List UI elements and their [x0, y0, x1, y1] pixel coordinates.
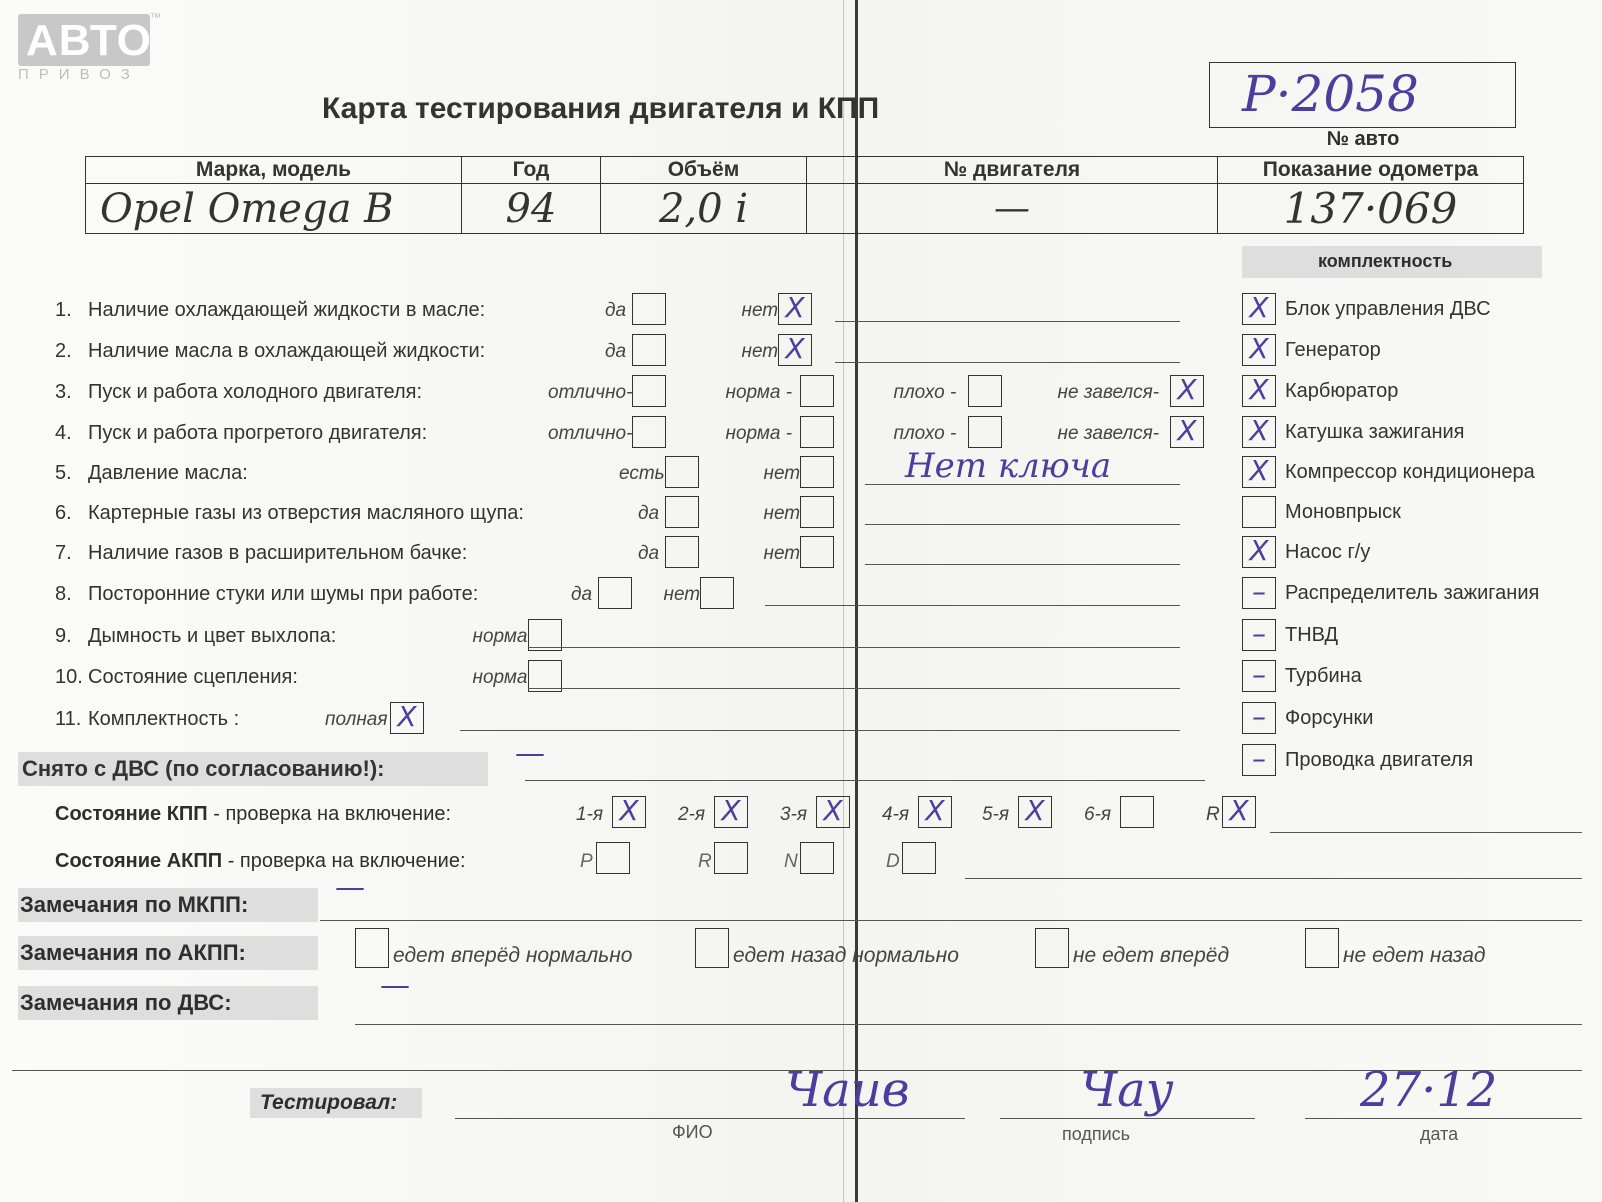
kpp-gear-label: 6-я [1084, 804, 1112, 825]
kit-checkbox-mark: X [1249, 373, 1269, 406]
item-option-label: норма - [725, 382, 793, 403]
item-answer-line [765, 605, 1180, 606]
kpp-gear-checkbox-mark: X [925, 794, 945, 827]
item-option-checkbox[interactable] [800, 536, 834, 568]
item-option-checkbox[interactable] [1170, 416, 1204, 448]
item-option-checkbox[interactable] [968, 375, 1002, 407]
item-option-checkbox[interactable] [665, 496, 699, 528]
kpp-gear-checkbox[interactable] [612, 796, 646, 828]
logo-text: АВТО [26, 16, 152, 65]
kit-checkbox-mark: X [1249, 332, 1269, 365]
kit-item-label: Форсунки [1285, 707, 1374, 729]
item-option-label: да [638, 543, 660, 564]
kpp-gear-label: 3-я [780, 804, 808, 825]
logo-sub: ПРИВОЗ [18, 66, 140, 83]
removed-line [525, 780, 1205, 781]
kpp-gear-checkbox-mark: X [721, 794, 741, 827]
item-option-checkbox[interactable] [800, 456, 834, 488]
kit-checkbox[interactable] [1242, 660, 1276, 692]
kpp-gear-checkbox-mark: X [1229, 794, 1249, 827]
kit-item-label: ТНВД [1285, 624, 1339, 646]
kpp-gear-checkbox[interactable] [816, 796, 850, 828]
kpp-gear-checkbox-mark: X [823, 794, 843, 827]
item-option-checkbox[interactable] [598, 577, 632, 609]
item-option-checkbox[interactable] [665, 456, 699, 488]
item-text: Пуск и работа прогретого двигателя: [88, 422, 428, 444]
item-option-label: нет [763, 463, 801, 484]
item-number: 7. [55, 542, 72, 564]
item-number: 8. [55, 583, 72, 605]
fio-line [455, 1118, 965, 1119]
item-option-label: не завелся- [1057, 423, 1160, 444]
item-text: Пуск и работа холодного двигателя: [88, 381, 423, 403]
akpp-remark-label: едет вперёд нормально [393, 944, 633, 967]
kit-checkbox-mark: X [1249, 534, 1269, 567]
header-row-values [86, 184, 1524, 234]
akpp-label [55, 850, 466, 873]
akpp-gear-checkbox[interactable] [714, 842, 748, 874]
item-text: Картерные газы из отверстия масляного щупа: [88, 502, 524, 524]
kit-checkbox[interactable] [1242, 702, 1276, 734]
kpp-gear-label: R [1206, 804, 1220, 825]
value-year: 94 [505, 185, 557, 232]
item-answer-line [865, 484, 1180, 485]
item-option-checkbox[interactable] [778, 334, 812, 366]
item-option-label: да [571, 584, 593, 605]
item-option-label: нет [763, 503, 801, 524]
avto-logo [18, 14, 150, 66]
item-number: 1. [55, 299, 72, 321]
item-text: Состояние сцепления: [88, 666, 298, 688]
value-odometer: 137·069 [1283, 184, 1458, 233]
item-number: 2. [55, 340, 72, 362]
kit-checkbox-mark: X [1249, 454, 1269, 487]
kit-item-label: Распределитель зажигания [1285, 582, 1540, 604]
kit-item-label: Блок управления ДВС [1285, 298, 1491, 320]
removed-label: Снято с ДВС (по согласованию!): [22, 756, 385, 781]
remarks-dvs-value: — [380, 968, 410, 1003]
kit-checkbox[interactable] [1242, 496, 1276, 528]
page-title: Карта тестирования двигателя и КПП [322, 92, 880, 125]
item-option-checkbox-mark: X [785, 291, 805, 324]
oil-pressure-note: Нет ключа [905, 446, 1112, 486]
akpp-remark-checkbox[interactable] [695, 928, 729, 968]
akpp-gear-checkbox[interactable] [800, 842, 834, 874]
item-option-checkbox[interactable] [632, 375, 666, 407]
kit-checkbox[interactable] [1242, 744, 1276, 776]
kit-checkbox-mark: – [1252, 658, 1266, 691]
remarks-akpp-label: Замечания по АКПП: [20, 940, 246, 965]
item-answer-line [528, 688, 1180, 689]
date-label: дата [1420, 1124, 1459, 1144]
item-text: Наличие охлаждающей жидкости в масле: [88, 299, 486, 321]
item-option-label: норма [472, 667, 528, 688]
car-number-value: P·2058 [1242, 65, 1419, 123]
item-option-checkbox[interactable] [800, 416, 834, 448]
item-option-checkbox[interactable] [632, 293, 666, 325]
kit-checkbox-mark: – [1252, 617, 1266, 650]
remarks-mkpp-value: — [335, 870, 365, 905]
kit-checkbox[interactable] [1242, 536, 1276, 568]
header-col-odometer: Показание одометра [1218, 157, 1524, 184]
item-option-checkbox[interactable] [778, 293, 812, 325]
akpp-gear-checkbox[interactable] [902, 842, 936, 874]
akpp-gear-label: R [698, 851, 712, 872]
item-option-checkbox-mark: X [785, 332, 805, 365]
car-number-box [1209, 62, 1516, 128]
tested-fio: Чаив [785, 1062, 910, 1118]
item-option-label: нет [741, 300, 779, 321]
kit-checkbox[interactable] [1242, 375, 1276, 407]
header-col-volume: Объём [601, 157, 807, 184]
item-number: 10. [55, 666, 83, 688]
kit-checkbox-mark: X [1249, 291, 1269, 324]
kit-item-label: Генератор [1285, 339, 1381, 361]
akpp-gear-label: D [886, 851, 900, 872]
kpp-line [1270, 832, 1582, 833]
header-table [85, 156, 1524, 234]
item-answer-line [865, 524, 1180, 525]
kpp-gear-checkbox[interactable] [714, 796, 748, 828]
kpp-label [55, 803, 451, 826]
remarks-dvs-line [355, 1024, 1582, 1025]
item-option-label: отлично- [548, 423, 633, 444]
kpp-gear-checkbox[interactable] [1120, 796, 1154, 828]
item-option-label: отлично- [548, 382, 633, 403]
sign-line [1000, 1118, 1255, 1119]
kpp-gear-checkbox-mark: X [1025, 794, 1045, 827]
kit-checkbox-mark: X [1249, 414, 1269, 447]
value-volume: 2,0 i [658, 185, 749, 232]
value-model: Opel Omega B [100, 185, 394, 232]
item-text: Наличие масла в охлаждающей жидкости: [88, 340, 486, 362]
kit-item-label: Катушка зажигания [1285, 421, 1465, 443]
item-option-label: плохо - [893, 382, 957, 403]
item-number: 9. [55, 625, 72, 647]
item-option-label: не завелся- [1057, 382, 1160, 403]
item-text: Дымность и цвет выхлопа: [88, 625, 337, 647]
item-text: Комплектность : [88, 708, 240, 730]
akpp-remark-checkbox[interactable] [1035, 928, 1069, 968]
item-option-label: да [605, 341, 627, 362]
akpp-remark-checkbox[interactable] [1305, 928, 1339, 968]
kpp-gear-checkbox-mark: X [619, 794, 639, 827]
item-option-checkbox[interactable] [632, 416, 666, 448]
sign-label: подпись [1062, 1124, 1131, 1144]
remarks-dvs-label: Замечания по ДВС: [20, 990, 232, 1015]
item-number: 11. [55, 708, 82, 730]
kpp-label-rest: - проверка на включение: [207, 803, 452, 825]
item-option-checkbox[interactable] [632, 334, 666, 366]
akpp-gear-label: N [784, 851, 798, 872]
kpp-gear-label: 1-я [576, 804, 604, 825]
header-col-model: Марка, модель [86, 157, 462, 184]
item-option-checkbox[interactable] [968, 416, 1002, 448]
header-col-year: Год [462, 157, 601, 184]
remarks-mkpp-line [320, 920, 1582, 921]
kpp-gear-checkbox[interactable] [1018, 796, 1052, 828]
item-text: Наличие газов в расширительном бачке: [88, 542, 468, 564]
logo-tm: ™ [150, 12, 161, 24]
item-option-checkbox[interactable] [700, 577, 734, 609]
item-option-label: да [605, 300, 627, 321]
akpp-remark-checkbox[interactable] [355, 928, 389, 968]
item-option-checkbox[interactable] [800, 375, 834, 407]
item-option-checkbox-mark: X [1177, 373, 1197, 406]
item-number: 6. [55, 502, 72, 524]
fio-label: ФИО [672, 1122, 713, 1142]
item-number: 5. [55, 462, 72, 484]
item-option-label: нет [663, 584, 701, 605]
kit-checkbox[interactable] [1242, 293, 1276, 325]
tested-sign: Чау [1080, 1062, 1174, 1118]
kpp-label-bold: Состояние КПП [55, 803, 208, 825]
akpp-gear-label: P [580, 851, 593, 872]
kit-checkbox[interactable] [1242, 456, 1276, 488]
kit-item-label: Карбюратор [1285, 380, 1399, 402]
akpp-label-bold: Состояние АКПП [55, 850, 223, 872]
item-option-label: плохо - [893, 423, 957, 444]
kit-item-label: Моновпрыск [1285, 501, 1401, 523]
item-option-checkbox[interactable] [390, 702, 424, 734]
item-text: Давление масла: [88, 462, 248, 484]
kit-checkbox-mark: – [1252, 700, 1266, 733]
item-option-label: есть [619, 463, 665, 484]
akpp-remark-label: не едет назад [1343, 944, 1486, 967]
kpp-gear-checkbox[interactable] [918, 796, 952, 828]
tested-label: Тестировал: [260, 1091, 398, 1114]
akpp-line [965, 878, 1582, 879]
item-text: Посторонние стуки или шумы при работе: [88, 583, 479, 605]
kpp-gear-label: 5-я [982, 804, 1010, 825]
item-answer-line [835, 321, 1180, 322]
kit-checkbox-mark: – [1252, 575, 1266, 608]
kpp-gear-checkbox[interactable] [1222, 796, 1256, 828]
kit-checkbox[interactable] [1242, 619, 1276, 651]
item-number: 4. [55, 422, 72, 444]
item-option-checkbox-mark: X [1177, 414, 1197, 447]
tested-date: 27·12 [1360, 1062, 1498, 1118]
kit-title: комплектность [1318, 251, 1453, 271]
kit-checkbox-mark: – [1252, 742, 1266, 775]
item-option-label: норма [472, 626, 528, 647]
item-answer-line [835, 362, 1180, 363]
remarks-mkpp-label: Замечания по МКПП: [20, 892, 249, 917]
item-option-label: да [638, 503, 660, 524]
kit-checkbox[interactable] [1242, 577, 1276, 609]
car-number-label: № авто [1326, 128, 1400, 150]
item-option-label: нет [741, 341, 779, 362]
item-option-label: полная [325, 709, 388, 730]
item-answer-line [528, 647, 1180, 648]
item-option-checkbox[interactable] [665, 536, 699, 568]
item-option-checkbox-mark: X [397, 700, 417, 733]
kit-checkbox[interactable] [1242, 416, 1276, 448]
kit-checkbox[interactable] [1242, 334, 1276, 366]
kpp-gear-label: 2-я [678, 804, 706, 825]
item-option-checkbox[interactable] [1170, 375, 1204, 407]
kit-item-label: Турбина [1285, 665, 1362, 687]
akpp-remark-label: не едет вперёд [1073, 944, 1230, 967]
akpp-label-rest: - проверка на включение: [222, 850, 466, 872]
akpp-gear-checkbox[interactable] [596, 842, 630, 874]
item-option-checkbox[interactable] [800, 496, 834, 528]
kit-item-label: Проводка двигателя [1285, 749, 1474, 771]
item-number: 3. [55, 381, 72, 403]
header-row-labels [86, 157, 1524, 184]
removed-value: — [515, 736, 545, 771]
date-line [1305, 1118, 1582, 1119]
kit-item-label: Компрессор кондиционера [1285, 461, 1535, 483]
item-answer-line [460, 730, 1180, 731]
value-engine: — [994, 188, 1030, 229]
kpp-gear-label: 4-я [882, 804, 910, 825]
item-option-label: нет [763, 543, 801, 564]
kit-item-label: Насос г/у [1285, 541, 1371, 563]
item-answer-line [865, 564, 1180, 565]
item-option-label: норма - [725, 423, 793, 444]
header-col-engine: № двигателя [807, 157, 1218, 184]
akpp-remark-label: едет назад нормально [733, 944, 959, 967]
